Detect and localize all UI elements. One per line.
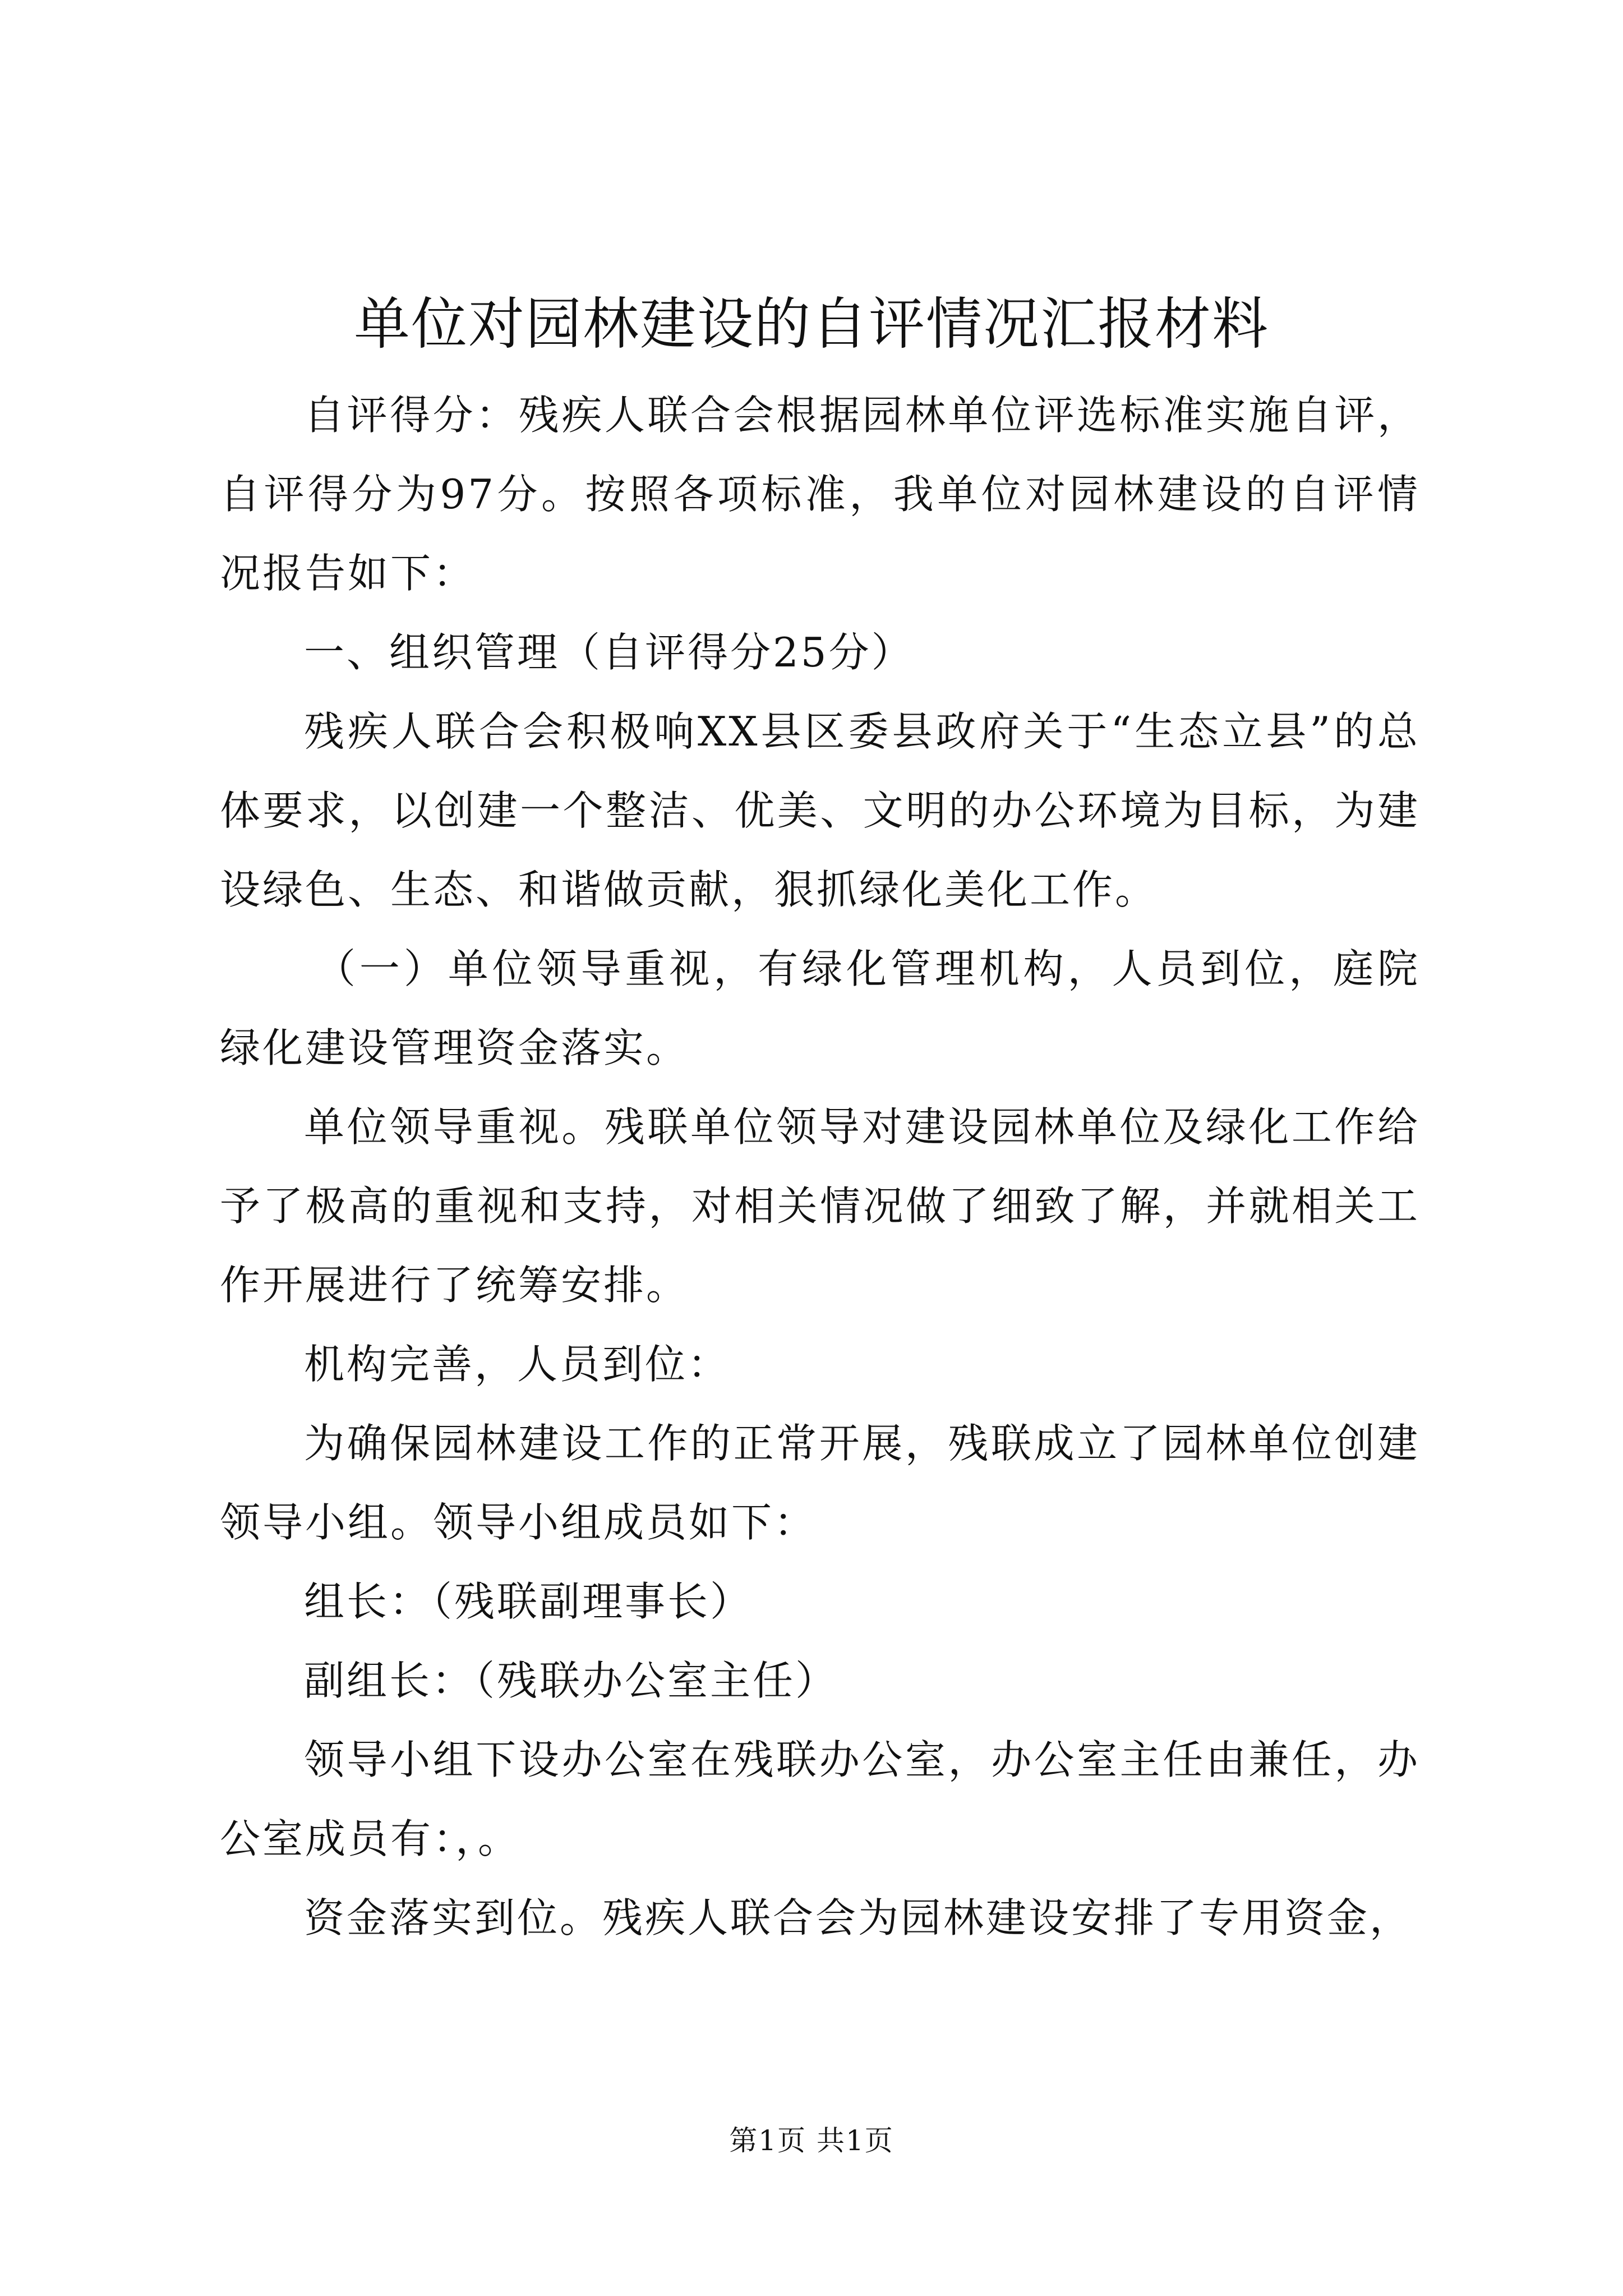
paragraph-organization-staff: 机构完善，人员到位：: [304, 1341, 731, 1388]
paragraph-self-score: 自评得分：残疾人联合会根据园林单位评选标准实施自评，自评得分为97分。按照各项标准，我单位对园林建设的自评情况报告如下：: [220, 392, 1420, 597]
paragraph-leading-group: 为确保园林建设工作的正常开展，残联成立了园林单位创建领导小组。领导小组成员如下：: [220, 1420, 1420, 1546]
paragraph-ecological-goal: 残疾人联合会积极响XX县区委县政府关于“生态立县”的总体要求，以创建一个整洁、优美、文明的办公环境为目标，为建设绿色、生态、和谐做贡献，狠抓绿化美化工作。: [220, 708, 1420, 913]
subheading-leadership-attention: （一）单位领导重视，有绿化管理机构，人员到位，庭院绿化建设管理资金落实。: [220, 945, 1420, 1071]
heading-organization-management: 一、组织管理（自评得分25分）: [304, 629, 914, 676]
paragraph-office-members: 领导小组下设办公室在残联办公室，办公室主任由兼任，办公室成员有：，。: [220, 1736, 1420, 1862]
document-body: [220, 376, 1420, 1958]
paragraph-group-leader: 组长：（残联副理事长）: [304, 1578, 753, 1625]
paragraph-deputy-leader: 副组长：（残联办公室主任）: [304, 1657, 838, 1704]
paragraph-leadership-attention: 单位领导重视。残联单位领导对建设园林单位及绿化工作给予了极高的重视和支持，对相关情况做了细致了解，并就相关工作开展进行了统筹安排。: [220, 1103, 1420, 1309]
page-footer: 第1页 共1页: [729, 2124, 894, 2157]
document-title: 单位对园林建设的自评情况汇报材料: [354, 291, 1269, 357]
paragraph-funding: 资金落实到位。残疾人联合会为园林建设安排了专用资金，: [304, 1894, 1413, 1941]
